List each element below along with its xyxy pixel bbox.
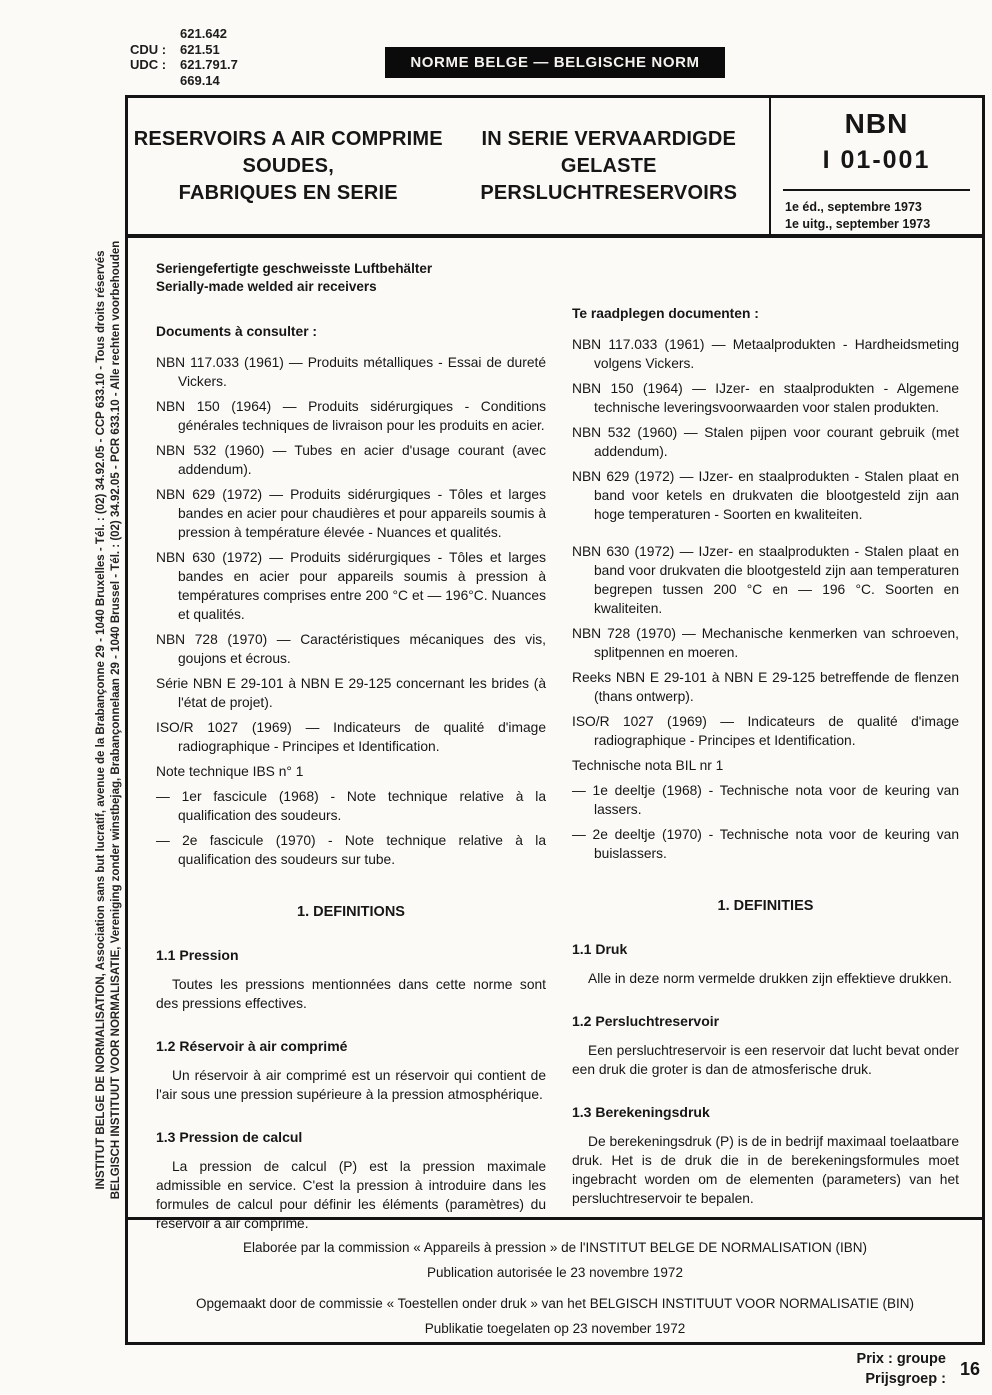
code-value: 621.791.7 [180,57,238,72]
section-title-fr: 1.3 Pression de calcul [156,1129,303,1145]
edition-date-nl: 1e uitg., september 1973 [785,217,931,231]
imprint-line-nl: BELGISCH INSTITUUT VOOR NORMALISATIE, Vereniging zonder winstbejag, Brabançonnelaan 29 - 1040 Brussel - Tél. : (02) 34.92.05 - PCR 633.10 - Alle rechten voorbehouden [109,240,122,1200]
document-reference: NBN 728 (1970) — Caractéristiques mécaniques des vis, goujons et écrous. [156,632,546,666]
section-body-fr: La pression de calcul (P) est la pression maximale admissible en service. C'est la pression à introduire dans les formules de calcul pour définir les éléments (paramètres) du réservoir à air comprimé. [156,1159,546,1231]
edition-dates [771,199,982,233]
commission-line-fr: Elaborée par la commission « Appareils à pression » de l'INSTITUT BELGE DE NORMALISATION (IBN) [242,1240,868,1255]
document-reference: NBN 532 (1960) — Tubes en acier d'usage courant (avec addendum). [156,443,546,477]
title-french [128,98,449,234]
document-body [128,238,982,1233]
document-reference: Reeks NBN E 29-101 à NBN E 29-125 betreffende de flenzen (thans ontwerp). [572,670,959,704]
classification-codes [130,26,238,88]
document-reference: NBN 630 (1972) — Produits sidérurgiques - Tôles et larges bandes en acier pour appareils soumis à pression à températures comprises entre 200 °C et — 196°C. Nuances et qualités. [156,550,546,622]
section-title-nl: 1.2 Persluchtreservoir [572,1013,720,1029]
subtitle-german: Seriengefertigte geschweisste Luftbehälter [156,261,433,276]
section-body-nl: Een persluchtreservoir is een reservoir dat lucht bevat onder een druk die groter is dan de atmosferische druk. [572,1043,959,1077]
title-fr-line: FABRIQUES EN SERIE [178,181,398,204]
section-body-fr: Un réservoir à air comprimé est un réservoir qui contient de l'air sous une pression supérieure à la pression atmosphérique. [156,1068,546,1102]
document-reference: Technische nota BIL nr 1 [572,758,724,773]
code-row [130,26,238,42]
section-title-nl: 1.1 Druk [572,941,628,957]
document-reference: NBN 117.033 (1961) — Produits métalliques - Essai de dureté Vickers. [156,355,546,389]
imprint-line-fr: INSTITUT BELGE DE NORMALISATION, Association sans but lucratif, avenue de la Brabançonne 29 - 1040 Bruxelles - Tél. : (02) 34.92.05 - CCP 633.10 - Tous droits réservés [95,250,107,1190]
document-reference: — 2e deeltje (1970) - Technische nota voor de keuring van buislassers. [572,827,959,861]
code-label: UDC : [130,57,167,72]
norm-banner: NORME BELGE — BELGISCHE NORM [385,47,725,78]
document-reference: Série NBN E 29-101 à NBN E 29-125 concernant les brides (à l'état de projet). [156,676,546,710]
title-nl-line: GELASTE [560,154,657,177]
publication-line-fr: Publication autorisée le 23 novembre 1972 [427,1265,683,1280]
document-reference: NBN 630 (1972) — IJzer- en staalprodukten - Stalen plaat en band voor drukvaten die blootgesteld zijn aan temperaturen begrepen tussen 200 °C en — 196 °C. Soorten en kwaliteiten. [572,544,959,616]
code-row [130,73,238,89]
norm-box-divider [783,189,970,191]
code-label [130,73,180,89]
title-dutch [449,98,770,234]
document-reference: NBN 728 (1970) — Mechanische kenmerken van schroeven, splitpennen en moeren. [572,626,959,660]
documents-heading-fr: Documents à consulter : [156,324,317,339]
price-value: 16 [959,1358,980,1379]
edition-date-fr: 1e éd., septembre 1973 [785,200,922,214]
definitions-heading-nl: 1. DEFINITIES [717,898,814,914]
code-row [130,57,238,73]
documents-heading-nl: Te raadplegen documenten : [572,306,759,321]
norm-designation-box [769,98,982,234]
document-reference: — 1e deeltje (1968) - Technische nota voor de keuring van lassers. [572,783,959,817]
norm-org: NBN [844,108,909,139]
document-reference: NBN 150 (1964) — IJzer- en staalprodukten - Algemene technische leveringsvoorwaarden voor stalen produkten. [572,381,959,415]
document-reference: NBN 629 (1972) — Produits sidérurgiques - Tôles et larges bandes en acier pour chaudières et pour appareils soumis à pression à température élevée - Nuances et qualités. [156,487,546,540]
price-labels [857,1349,946,1389]
title-nl-line: IN SERIE VERVAARDIGDE [481,127,737,150]
document-reference: NBN 150 (1964) — Produits sidérurgiques - Conditions générales techniques de livraison pour les produits en acier. [156,399,546,433]
document-reference: NBN 532 (1960) — Stalen pijpen voor courant gebruik (met addendum). [572,425,959,459]
code-label [130,26,180,42]
price-label-fr: Prix : groupe [856,1351,946,1367]
title-area [128,98,769,234]
document-reference: ISO/R 1027 (1969) — Indicateurs de qualité d'image radiographique - Principes et Identification. [156,720,546,754]
section-body-nl: De berekeningsdruk (P) is de in bedrijf maximaal toelaatbare druk. Het is de druk die in de berekeningsformules moet ingebracht worden om de elementen (parameters) van het persluchtreservoir te bepalen. [572,1134,959,1206]
code-label: CDU : [130,41,167,57]
subtitle-english: Serially-made welded air receivers [156,279,377,294]
section-title-fr: 1.2 Réservoir à air comprimé [156,1038,348,1054]
section-title-nl: 1.3 Berekeningsdruk [572,1104,710,1120]
institute-imprint-vertical [94,95,124,1345]
document-reference: — 1er fascicule (1968) - Note technique relative à la qualification des soudeurs. [156,789,546,823]
section-body-fr: Toutes les pressions mentionnées dans cette norme sont des pressions effectives. [156,977,546,1011]
code-row [130,42,238,58]
commission-line-nl: Opgemaakt door de commissie « Toestellen onder druk » van het BELGISCH INSTITUUT VOOR NORMALISATIE (BIN) [195,1296,914,1311]
document-reference: NBN 117.033 (1961) — Metaalprodukten - Hardheidsmeting volgens Vickers. [572,337,959,371]
column-french [156,260,546,1233]
document-header [128,98,982,238]
code-value: 621.642 [180,26,227,41]
norm-code: I 01-001 [822,146,931,174]
price-group [857,1349,980,1389]
document-frame [125,95,985,1345]
document-reference: ISO/R 1027 (1969) — Indicateurs de qualité d'image radiographique - Principes et Identification. [572,714,959,748]
definitions-heading-fr: 1. DEFINITIONS [297,904,405,920]
document-reference: NBN 629 (1972) — IJzer- en staalprodukten - Stalen plaat en band voor ketels en drukvaten die blootgesteld zijn aan hoge temperaturen - Soorten en kwaliteiten. [572,469,959,522]
document-reference: — 2e fascicule (1970) - Note technique relative à la qualification des soudeurs sur tube. [156,833,546,867]
title-nl-line: PERSLUCHTRESERVOIRS [480,181,738,204]
code-value: 669.14 [180,72,220,88]
column-dutch [572,260,959,1233]
section-body-nl: Alle in deze norm vermelde drukken zijn effektieve drukken. [588,971,953,986]
publication-line-nl: Publikatie toegelaten op 23 november 1972 [424,1321,686,1336]
code-value: 621.51 [180,41,220,57]
price-label-nl: Prijsgroep : [865,1371,946,1387]
document-reference: Note technique IBS n° 1 [156,764,304,779]
section-title-fr: 1.1 Pression [156,947,239,963]
title-fr-line: RESERVOIRS A AIR COMPRIME [133,127,443,150]
commission-footer [128,1217,982,1342]
title-fr-line: SOUDES, [242,154,334,177]
